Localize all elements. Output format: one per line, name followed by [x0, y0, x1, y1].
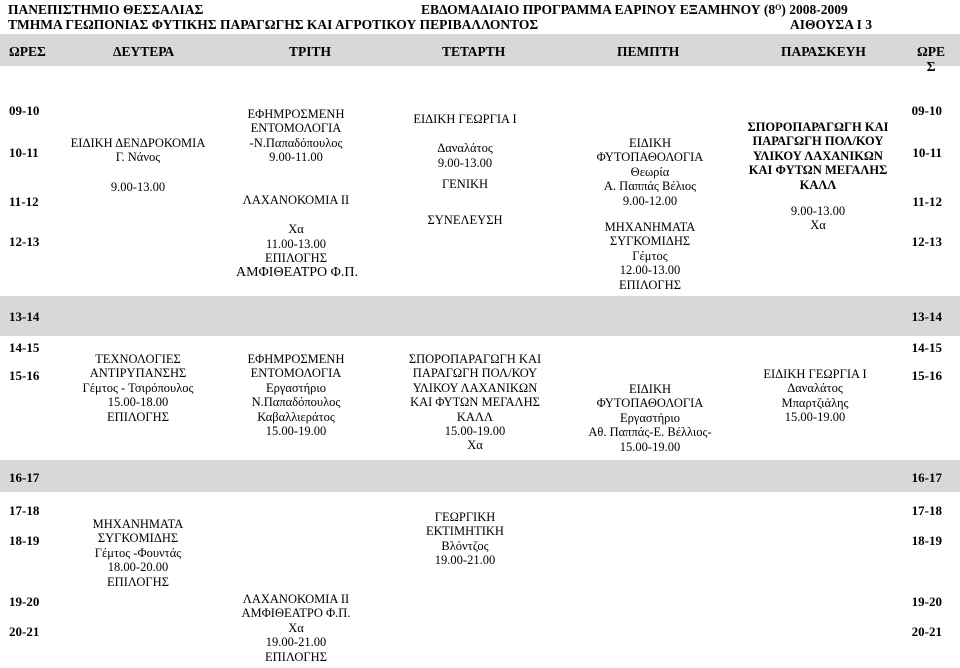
course-time: 15.00-19.00: [444, 424, 506, 439]
course-wed-evening: [405, 510, 525, 568]
course-type: ΕΠΙΛΟΓΗΣ: [265, 251, 327, 266]
course-title-2: ΣΥΓΚΟΜΙΔΗΣ: [97, 531, 179, 546]
course-type: ΕΠΙΛΟΓΗΣ: [619, 277, 681, 292]
course-title-2: ΕΝΤΟΜΟΛΟΓΙΑ: [250, 121, 342, 136]
course-instructor: Γ. Νάνος: [115, 150, 161, 165]
course-title: ΕΙΔΙΚΗ: [628, 382, 672, 396]
time-left-17-18: 17-18: [9, 503, 40, 518]
col-wednesday: ΤΕΤΑΡΤΗ: [442, 44, 506, 59]
course-instructor: Δαναλάτος: [437, 141, 493, 156]
course-instructor: Δαναλάτος: [787, 381, 843, 396]
course-instructor-2: Καβαλλιεράτος: [257, 409, 335, 424]
course-title: ΤΕΧΝΟΛΟΓΙΕΣ: [95, 352, 181, 366]
course-title: ΕΙΔΙΚΗ: [628, 136, 672, 150]
course-type: ΕΠΙΛΟΓΗΣ: [107, 574, 169, 589]
course-instructor: Γέμτος - Τσιρόπουλος: [82, 380, 194, 395]
course-title: ΕΦΗΜΡΟΣΜΕΝΗ: [247, 107, 345, 121]
course-time: 9.00-13.00: [437, 155, 493, 170]
course-title-5: ΚΑΛΛ: [799, 177, 837, 192]
course-title: ΕΙΔΙΚΗ ΓΕΩΡΓΙΑ Ι: [763, 367, 867, 381]
course-mon-morning: [63, 136, 213, 194]
course-tue-morning-2: [236, 193, 356, 280]
time-right-20-21: 20-21: [911, 624, 942, 639]
course-type: Θεωρία: [630, 164, 670, 179]
course-instructor: Βλόντζος: [441, 538, 489, 553]
course-type: Εργαστήριο: [619, 410, 681, 425]
course-tue-afternoon: [236, 352, 356, 438]
time-left-11-12: 11-12: [9, 194, 39, 209]
break-band-13-14: [0, 296, 960, 336]
course-type: Εργαστήριο: [265, 380, 327, 395]
course-time: 12.00-13.00: [619, 263, 681, 278]
course-title: ΕΙΔΙΚΗ ΔΕΝΔΡΟΚΟΜΙΑ: [70, 136, 206, 150]
course-title-4: ΚΑΙ ΦΥΤΩΝ ΜΕΓΑΛΗΣ: [410, 395, 540, 410]
course-instructor-2: Μπαρτζιάλης: [781, 395, 849, 410]
time-right-10-11: 10-11: [912, 145, 942, 160]
time-left-13-14: 13-14: [9, 309, 40, 324]
course-instructor: -Ν.Παπαδόπουλος: [249, 135, 343, 150]
course-thu-morning-1: [580, 136, 720, 208]
room-label: ΑΙΘΟΥΣΑ Ι 3: [790, 17, 872, 32]
time-right-12-13: 12-13: [911, 234, 942, 249]
course-type: ΕΠΙΛΟΓΗΣ: [265, 649, 327, 664]
break-band-16-17: [0, 460, 960, 492]
course-time: 15.00-19.00: [265, 424, 327, 439]
course-title-2: ΣΥΓΚΟΜΙΔΗΣ: [609, 234, 691, 249]
course-title-3: ΥΛΙΚΟΥ ΛΑΧΑΝΙΚΩΝ: [753, 148, 883, 163]
time-right-18-19: 18-19: [911, 533, 942, 548]
course-title: ΛΑΧΑΝΟΚΟΜΙΑ ΙΙ: [242, 592, 350, 606]
time-right-09-10: 09-10: [911, 103, 942, 118]
course-title: ΕΙΔΙΚΗ ΓΕΩΡΓΙΑ Ι: [413, 112, 517, 126]
department-name: ΤΜΗΜΑ ΓΕΩΠΟΝΙΑΣ ΦΥΤΙΚΗΣ ΠΑΡΑΓΩΓΗΣ ΚΑΙ ΑΓΡΟΤΙΚΟΥ ΠΕΡΙΒΑΛΛΟΝΤΟΣ: [8, 17, 539, 32]
time-right-17-18: 17-18: [911, 503, 942, 518]
col-monday: ΔΕΥΤΕΡΑ: [113, 44, 175, 59]
course-instructor: Γέμτος -Φουντάς: [94, 545, 182, 560]
course-time: 18.00-20.00: [107, 560, 169, 575]
course-tue-morning-1: [236, 107, 356, 165]
course-title: ΜΗΧΑΝΗΜΑΤΑ: [92, 517, 184, 531]
col-tuesday: ΤΡΙΤΗ: [289, 44, 332, 59]
course-title: ΛΑΧΑΝΟΚΟΜΙΑ ΙΙ: [242, 193, 350, 207]
time-right-16-17: 16-17: [911, 470, 942, 485]
course-time: 9.00-12.00: [622, 193, 678, 208]
course-code: Χα: [288, 620, 304, 635]
course-instructor: Γέμτος: [632, 248, 668, 263]
general-label: ΓΕΝΙΚΗ: [441, 177, 489, 192]
col-hours-right-2: Σ: [926, 59, 936, 74]
course-room: ΑΜΦΙΘΕΑΤΡΟ Φ.Π.: [241, 606, 351, 621]
time-left-09-10: 09-10: [9, 103, 40, 118]
course-title-5: ΚΑΛΛ: [456, 409, 494, 424]
course-instructor: Ν.Παπαδόπουλος: [251, 395, 341, 410]
course-title-2: ΕΚΤΙΜΗΤΙΚΗ: [426, 524, 504, 539]
course-title: ΜΗΧΑΝΗΜΑΤΑ: [604, 220, 696, 234]
course-type: ΕΠΙΛΟΓΗΣ: [107, 409, 169, 424]
course-title-4: ΚΑΙ ΦΥΤΩΝ ΜΕΓΑΛΗΣ: [748, 163, 888, 178]
time-left-16-17: 16-17: [9, 470, 40, 485]
course-fri-afternoon: [745, 367, 885, 425]
time-right-13-14: 13-14: [911, 309, 942, 324]
course-time: 15.00-18.00: [107, 395, 169, 410]
time-left-10-11: 10-11: [9, 145, 39, 160]
course-time: 9.00-11.00: [269, 150, 323, 165]
time-left-14-15: 14-15: [9, 340, 40, 355]
col-hours-right-1: ΩΡΕ: [917, 44, 946, 59]
course-title: ΣΠΟΡΟΠΑΡΑΓΩΓΗ ΚΑΙ: [747, 120, 889, 134]
course-title-3: ΥΛΙΚΟΥ ΛΑΧΑΝΙΚΩΝ: [412, 380, 538, 395]
course-title: ΓΕΩΡΓΙΚΗ: [434, 510, 496, 524]
course-code: Χα: [467, 438, 483, 453]
col-hours-left: ΩΡΕΣ: [9, 44, 46, 59]
assembly-label: ΣΥΝΕΛΕΥΣΗ: [427, 212, 503, 227]
schedule-title: [421, 2, 848, 17]
schedule-title-sup: Ο: [775, 3, 782, 12]
col-friday: ΠΑΡΑΣΚΕΥΗ: [781, 44, 866, 59]
university-name: ΠΑΝΕΠΙΣΤΗΜΙΟ ΘΕΣΣΑΛΙΑΣ: [8, 2, 204, 17]
course-time: 9.00-13.00: [790, 204, 846, 219]
course-time: 9.00-13.00: [110, 179, 166, 194]
course-title: ΣΠΟΡΟΠΑΡΑΓΩΓΗ ΚΑΙ: [408, 352, 542, 366]
schedule-title-main: ΕΒΔΟΜΑΔΙΑΙΟ ΠΡΟΓΡΑΜΜΑ ΕΑΡΙΝΟΥ ΕΞΑΜΗΝΟΥ (8: [421, 2, 776, 17]
course-thu-morning-2: [580, 220, 720, 292]
course-instructor: Αθ. Παππάς-Ε. Βέλλιος-: [588, 425, 712, 440]
course-time: 15.00-19.00: [784, 410, 846, 425]
schedule-title-year: ) 2008-2009: [781, 2, 848, 17]
time-right-11-12: 11-12: [912, 194, 942, 209]
course-title-2: ΦΥΤΟΠΑΘΟΛΟΓΙΑ: [596, 396, 704, 411]
time-left-20-21: 20-21: [9, 624, 40, 639]
time-left-15-16: 15-16: [9, 368, 40, 383]
course-title-2: ΑΝΤΙΡΥΠΑΝΣΗΣ: [89, 366, 187, 381]
course-wed-afternoon: [395, 352, 555, 453]
course-tue-evening: [236, 592, 356, 664]
course-thu-afternoon: [580, 382, 720, 454]
course-mon-afternoon: [63, 352, 213, 424]
course-room: ΑΜΦΙΘΕΑΤΡΟ Φ.Π.: [236, 264, 358, 280]
course-title: ΕΦΗΜΡΟΣΜΕΝΗ: [247, 352, 345, 366]
course-time: 11.00-13.00: [266, 236, 326, 251]
course-code: Χα: [810, 218, 826, 233]
time-right-14-15: 14-15: [911, 340, 942, 355]
time-right-15-16: 15-16: [911, 368, 942, 383]
course-title-2: ΦΥΤΟΠΑΘΟΛΟΓΙΑ: [596, 150, 704, 165]
course-time: 15.00-19.00: [619, 439, 681, 454]
time-right-19-20: 19-20: [911, 594, 942, 609]
course-title-2: ΠΑΡΑΓΩΓΗ ΠΟΛ/ΚΟΥ: [752, 134, 884, 149]
course-mon-evening: [63, 517, 213, 589]
course-title-2: ΕΝΤΟΜΟΛΟΓΙΑ: [250, 366, 342, 381]
course-title-2: ΠΑΡΑΓΩΓΗ ΠΟΛ/ΚΟΥ: [412, 366, 538, 381]
col-hours-right: [917, 44, 945, 74]
course-code: Χα: [288, 222, 304, 237]
course-wed-morning: [405, 112, 525, 227]
col-thursday: ΠΕΜΠΤΗ: [617, 44, 680, 59]
course-time: 19.00-21.00: [265, 635, 327, 650]
course-instructor: Α. Παππάς Βέλιος: [603, 179, 697, 194]
time-left-19-20: 19-20: [9, 594, 40, 609]
time-left-12-13: 12-13: [9, 234, 40, 249]
time-left-18-19: 18-19: [9, 533, 40, 548]
course-fri-morning: [738, 120, 898, 233]
course-time: 19.00-21.00: [434, 553, 496, 568]
